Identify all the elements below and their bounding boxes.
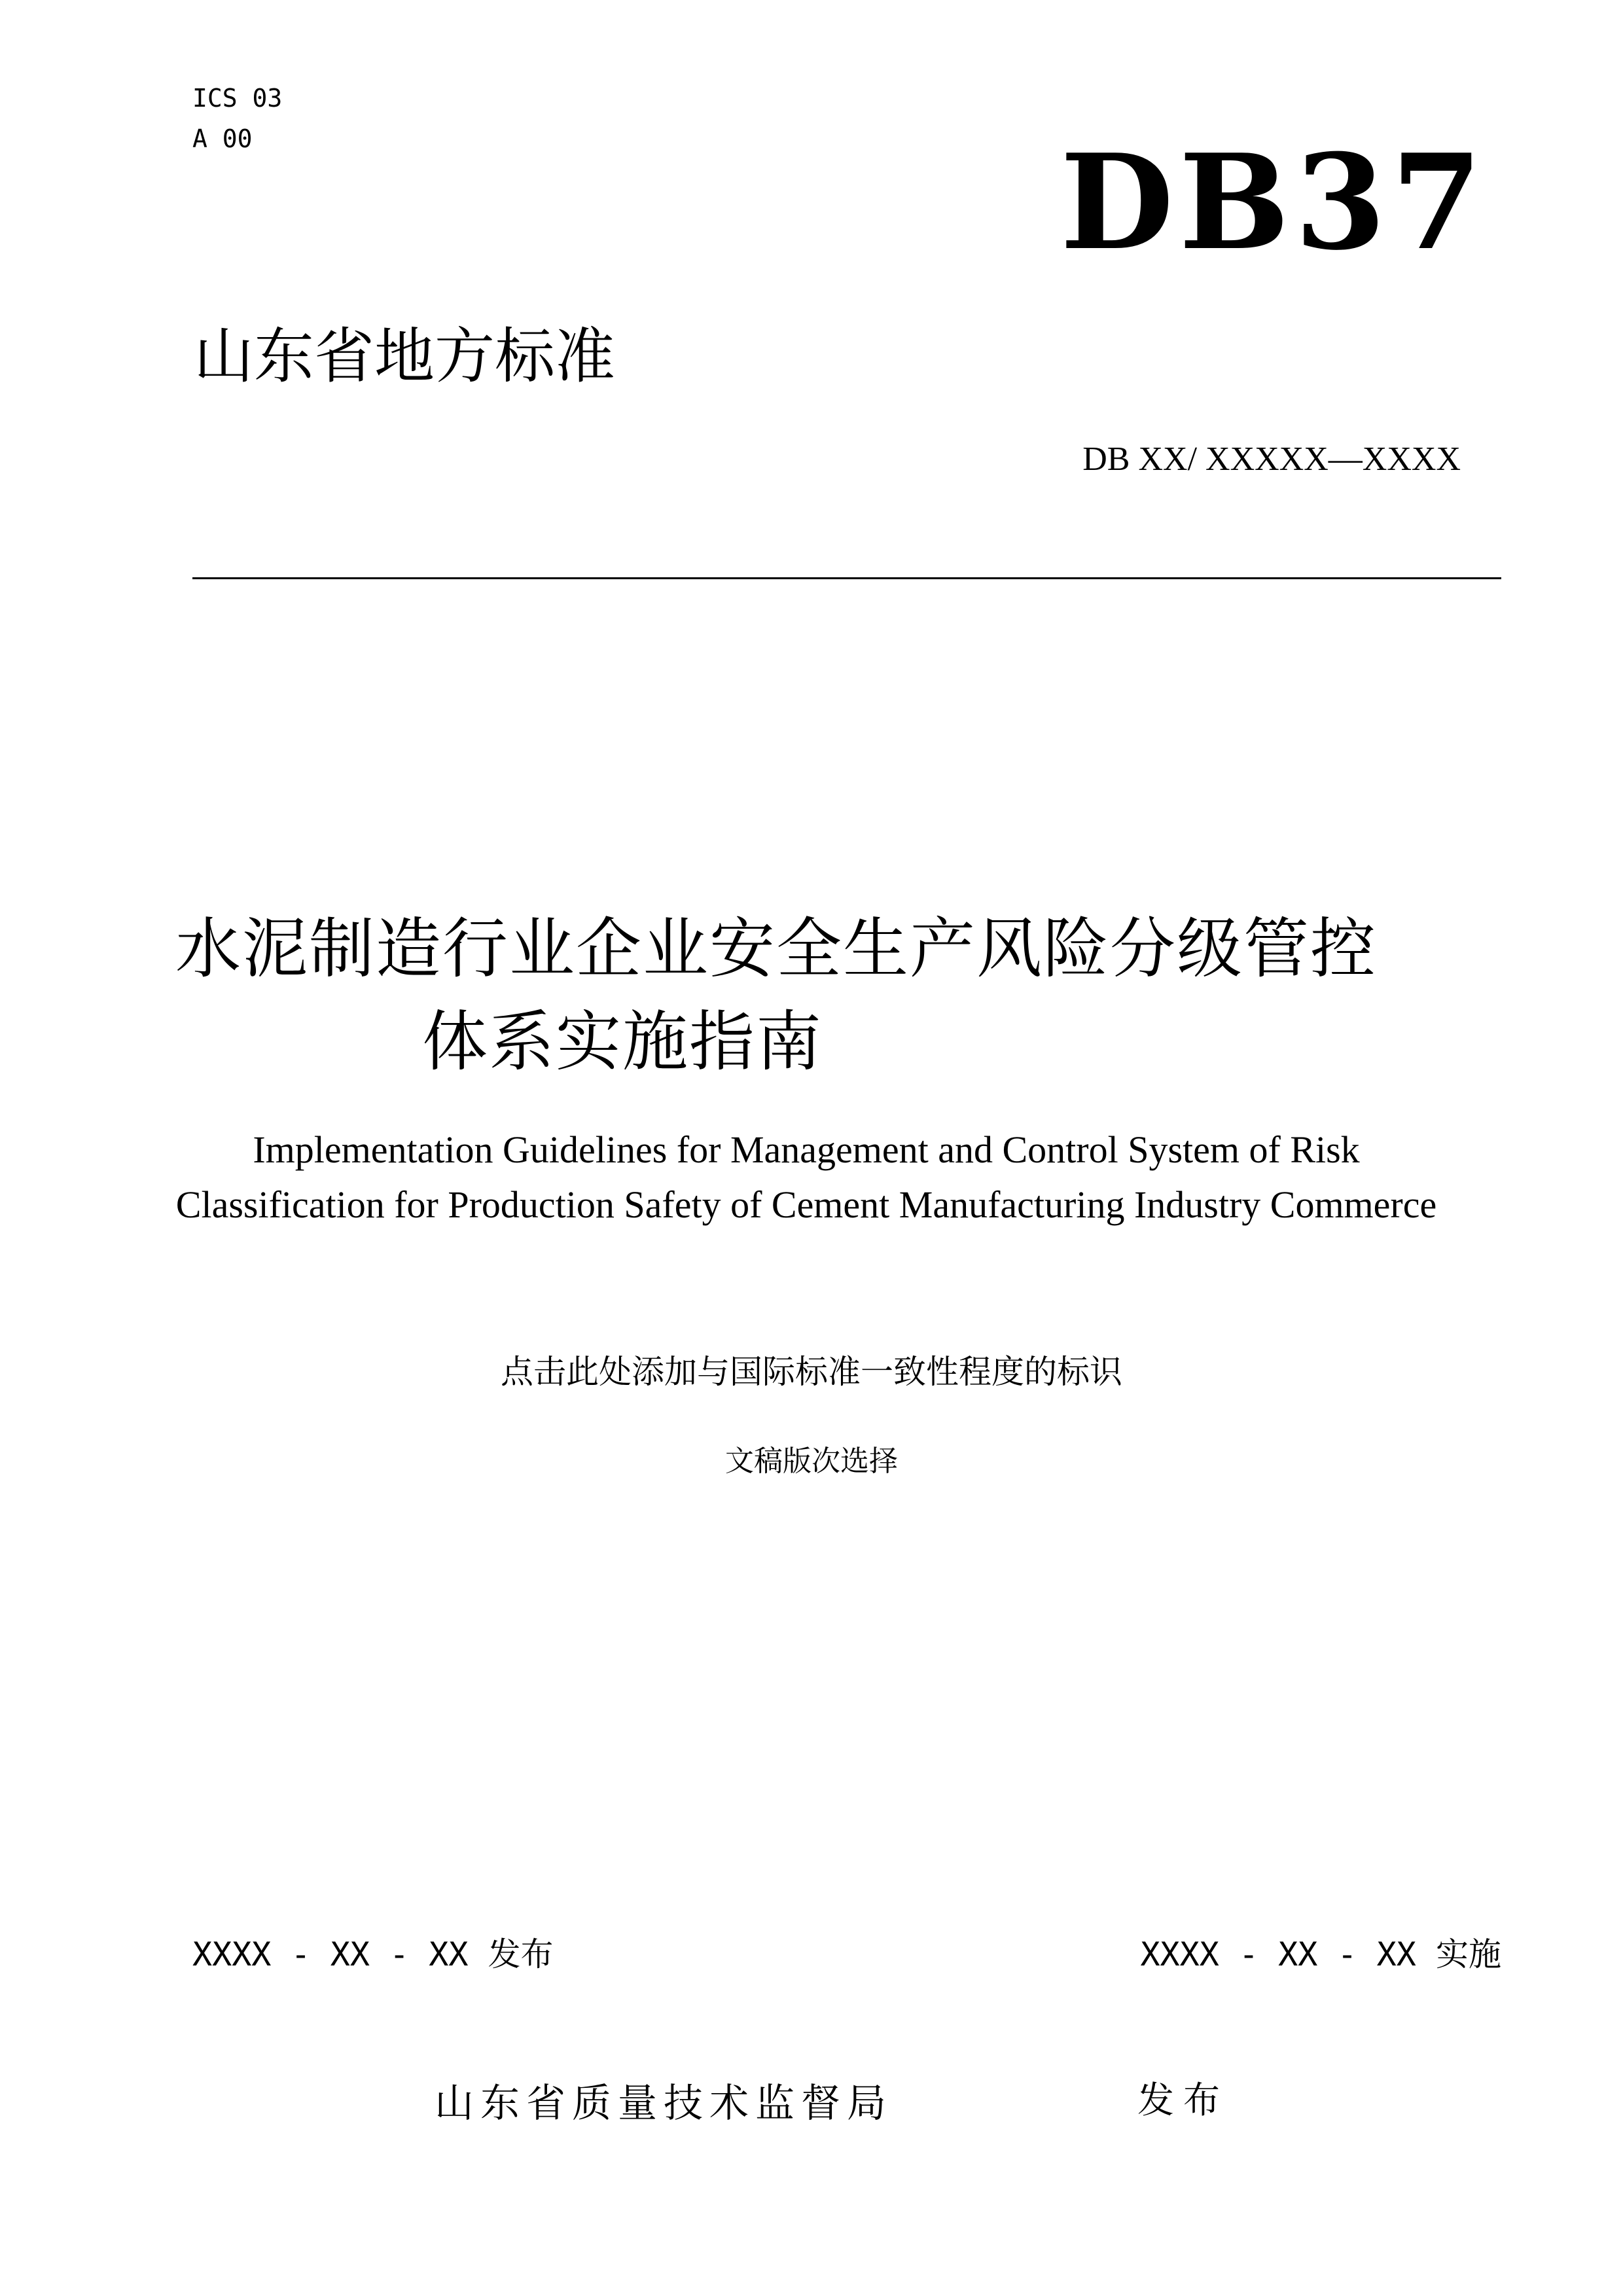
standard-number: DB XX/ XXXXX—XXXX bbox=[1082, 440, 1461, 478]
ccs-code: A 00 bbox=[192, 124, 253, 153]
db-logo: DB37 bbox=[1060, 126, 1488, 279]
implementation-date: XXXX - XX - XX 实施 bbox=[1140, 1935, 1501, 1973]
ics-code: ICS 03 bbox=[192, 84, 283, 113]
consistency-note: 点击此处添加与国际标准一致性程度的标识 bbox=[501, 1353, 1122, 1391]
header-divider bbox=[192, 577, 1501, 579]
publish-label: 发布 bbox=[1137, 2079, 1229, 2122]
title-en-line2: Classification for Production Safety of Cement Manufacturing Industry Commerce bbox=[175, 1183, 1437, 1226]
title-en-line1: Implementation Guidelines for Management and Control System of Risk bbox=[253, 1128, 1360, 1171]
title-cn-line1: 水泥制造行业企业安全生产风险分级管控 bbox=[175, 910, 1377, 987]
issue-date: XXXX - XX - XX 发布 bbox=[192, 1935, 554, 1973]
standard-type: 山东省地方标准 bbox=[194, 321, 616, 391]
publisher: 山东省质量技术监督局 bbox=[435, 2081, 893, 2126]
draft-version: 文稿版次选择 bbox=[725, 1444, 898, 1478]
title-cn-line2: 体系实施指南 bbox=[422, 1003, 823, 1080]
